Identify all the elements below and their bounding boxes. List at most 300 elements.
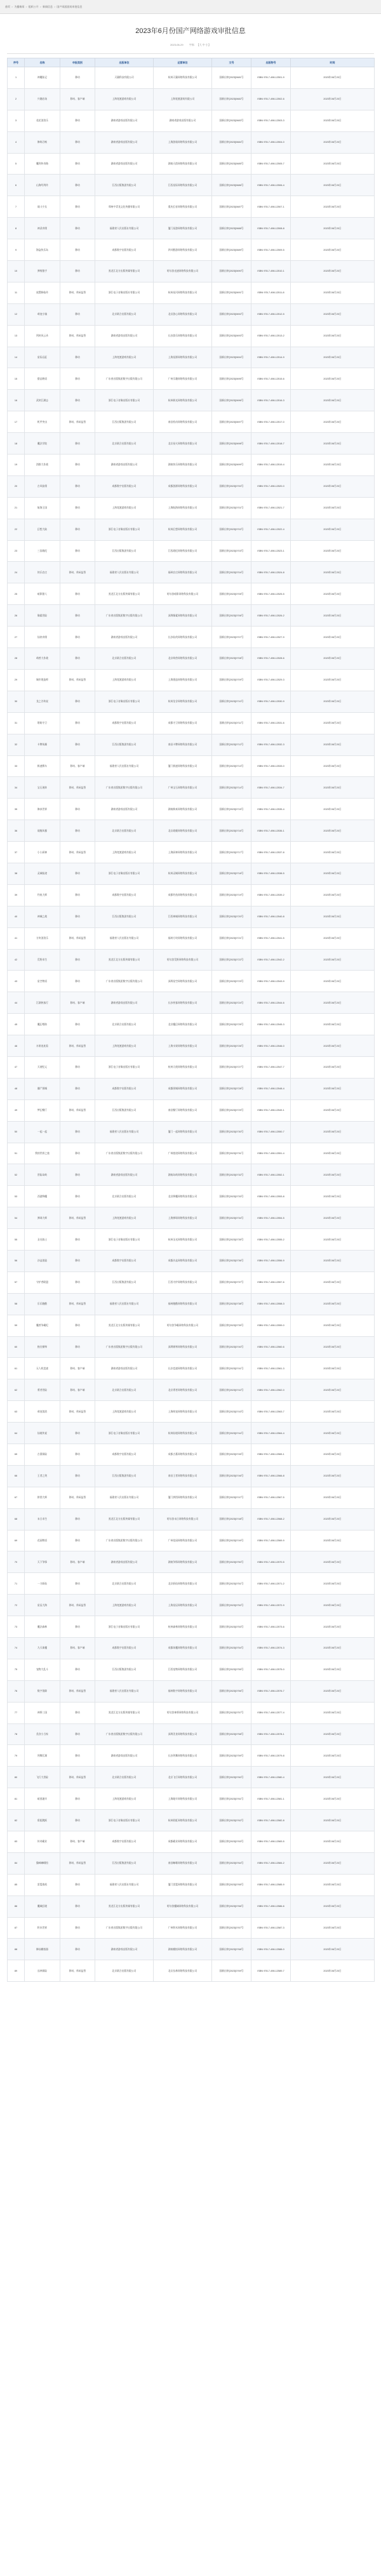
- table-cell: 指尖钢琴: [25, 1336, 60, 1358]
- table-row: [8, 433, 375, 455]
- table-cell: ISBN 978-7-498-12562-0: [251, 1379, 291, 1401]
- table-cell: 2023年06月20日: [291, 1358, 375, 1379]
- table-row: [8, 1465, 375, 1487]
- table-cell: 2023年06月20日: [291, 1315, 375, 1336]
- table-cell: 2023年06月20日: [291, 239, 375, 261]
- table-cell: 传奇霸业: [25, 1831, 60, 1853]
- table-cell: 广东省出版集团数字出版有限公司: [95, 971, 154, 992]
- breadcrumb-link[interactable]: 为播新闻: [14, 4, 25, 8]
- table-cell: 国新出审[2023]0748号: [212, 1508, 251, 1530]
- table-cell: 湖南岛屿网络科技有限公司: [154, 1164, 212, 1186]
- table-cell: 冒险岛屿: [25, 1164, 60, 1186]
- table-cell: 37: [8, 842, 25, 863]
- table-cell: 国新出审[2023]0689号: [212, 239, 251, 261]
- table-cell: ISBN 978-7-498-12522-4: [251, 519, 291, 540]
- table-cell: 84: [8, 1852, 25, 1874]
- table-row: [8, 1595, 375, 1616]
- table-cell: 广东省出版集团数字出版有限公司: [95, 368, 154, 390]
- table-cell: 68: [8, 1508, 25, 1530]
- table-cell: ISBN 978-7-498-12584-2: [251, 1852, 291, 1874]
- table-cell: 13: [8, 325, 25, 347]
- table-cell: 深圳美食网络科技有限公司: [154, 1723, 212, 1745]
- table-cell: 天使纪元: [25, 1056, 60, 1078]
- divider: [7, 53, 374, 54]
- table-cell: 机甲突击: [25, 411, 60, 433]
- table-cell: 16: [8, 390, 25, 411]
- table-row: [8, 1874, 375, 1895]
- table-cell: ISBN 978-7-498-12587-3: [251, 1917, 291, 1939]
- table-cell: 湖南省游戏出版有限公司: [95, 110, 154, 131]
- table-cell: 湖南省游戏出版有限公司: [95, 627, 154, 648]
- table-cell: 勇者冒险: [25, 1379, 60, 1401]
- table-cell: 57: [8, 1271, 25, 1293]
- breadcrumb-link[interactable]: 新闻信息: [43, 4, 53, 8]
- table-cell: 城市建造师: [25, 669, 60, 691]
- table-cell: ISBN 978-7-498-12511-8: [251, 282, 291, 303]
- table-row: [8, 1229, 375, 1251]
- table-cell: 海盗快乐岛: [25, 239, 60, 261]
- table-cell: 2023年06月20日: [291, 1444, 375, 1466]
- table-row: [8, 1767, 375, 1788]
- table-cell: 61: [8, 1358, 25, 1379]
- table-cell: ISBN 978-7-498-12554-5: [251, 1207, 291, 1229]
- table-cell: 移动: [60, 863, 95, 884]
- table-cell: 浙江电子音像出版社有限公司: [95, 1616, 154, 1638]
- table-cell: 上海水果网络科技有限公司: [154, 1035, 212, 1057]
- table-cell: 国新出审[2023]0746号: [212, 1465, 251, 1487]
- table-cell: 北京战舰网络科技有限公司: [154, 820, 212, 842]
- table-cell: ISBN 978-7-498-12533-0: [251, 755, 291, 777]
- table-cell: 移动、休闲益智: [60, 1767, 95, 1788]
- table-cell: 国新出审[2023]0721号: [212, 927, 251, 949]
- table-cell: 杭州天猫网络科技有限公司: [154, 67, 212, 89]
- table-row: [8, 1035, 375, 1057]
- table-cell: 湖南省游戏出版有限公司: [95, 131, 154, 153]
- table-cell: 上海宽渡游戏有限公司: [95, 347, 154, 368]
- table-cell: 北京联合出版有限公司: [95, 433, 154, 455]
- table-cell: 国新出审[2023]0710号: [212, 691, 251, 712]
- table-cell: 国新出审[2023]0702号: [212, 519, 251, 540]
- table-cell: 移动: [60, 884, 95, 906]
- table-cell: 2023年06月20日: [291, 1186, 375, 1207]
- table-cell: 62: [8, 1379, 25, 1401]
- table-cell: 24: [8, 562, 25, 583]
- table-cell: 福建省人民出版社有限公司: [95, 562, 154, 583]
- table-cell: 江湖侠客行: [25, 992, 60, 1014]
- table-cell: 上海宽渡游戏有限公司: [95, 88, 154, 110]
- table-cell: 移动: [60, 1508, 95, 1530]
- table-cell: 黑龙江北方出版传媒有限公司: [95, 949, 154, 971]
- table-cell: ISBN 978-7-498-12529-3: [251, 669, 291, 691]
- table-cell: 2023年06月20日: [291, 175, 375, 196]
- table-cell: 广东省出版集团数字出版有限公司: [95, 1917, 154, 1939]
- table-cell: 四川酷游网络科技有限公司: [154, 239, 212, 261]
- table-cell: 国新出审[2023]0695号: [212, 368, 251, 390]
- table-cell: 移动: [60, 820, 95, 842]
- table-cell: 成都数字出版有限公司: [95, 1078, 154, 1099]
- table-cell: 国新出审[2023]0761号: [212, 1788, 251, 1810]
- table-cell: 17: [8, 411, 25, 433]
- table-cell: 山海经列传: [25, 175, 60, 196]
- table-cell: 天下争锋: [25, 1551, 60, 1573]
- table-cell: 黑龙江北方出版传媒有限公司: [95, 1702, 154, 1723]
- table-cell: 2023年06月20日: [291, 949, 375, 971]
- table-cell: 30: [8, 691, 25, 712]
- table-cell: 国新出审[2023]0700号: [212, 475, 251, 497]
- table-cell: 国新出审[2023]0768号: [212, 1939, 251, 1960]
- table-cell: ISBN 978-7-498-12553-8: [251, 1186, 291, 1207]
- table-cell: 2023年06月20日: [291, 884, 375, 906]
- table-cell: 成都数字出版有限公司: [95, 1250, 154, 1271]
- table-cell: 黑龙江北方出版传媒有限公司: [95, 261, 154, 282]
- table-cell: 萌宠小镇: [25, 303, 60, 325]
- table-cell: 52: [8, 1164, 25, 1186]
- table-cell: 上海建造网络科技有限公司: [154, 669, 212, 691]
- table-row: [8, 669, 375, 691]
- table-cell: 南昌咖啡网络科技有限公司: [154, 1852, 212, 1874]
- table-cell: ISBN 978-7-498-12577-4: [251, 1702, 291, 1723]
- table-cell: 移动: [60, 110, 95, 131]
- table-cell: 长沙剑舞网络科技有限公司: [154, 1745, 212, 1767]
- table-cell: 国新出审[2023]0731号: [212, 1143, 251, 1164]
- table-cell: 北京联合出版有限公司: [95, 648, 154, 670]
- table-row: [8, 1379, 375, 1401]
- table-row: [8, 949, 375, 971]
- table-cell: 湖南省游戏出版有限公司: [95, 1551, 154, 1573]
- table-cell: 32: [8, 734, 25, 755]
- table-cell: 王者之剑: [25, 1465, 60, 1487]
- table-cell: 移动、休闲益智: [60, 1595, 95, 1616]
- table-cell: 美食小当家: [25, 1723, 60, 1745]
- table-cell: 国新出审[2023]0691号: [212, 282, 251, 303]
- table-cell: 移动、休闲益智: [60, 1293, 95, 1315]
- table-cell: 移动: [60, 175, 95, 196]
- table-row: [8, 1121, 375, 1143]
- table-cell: 修真世界: [25, 799, 60, 820]
- table-cell: 2023年06月20日: [291, 648, 375, 670]
- table-cell: 灵域仙途: [25, 863, 60, 884]
- table-row: [8, 1164, 375, 1186]
- table-cell: 成都诛魔网络科技有限公司: [154, 1638, 212, 1659]
- table-cell: 2023年06月20日: [291, 820, 375, 842]
- breadcrumb-link[interactable]: 组织公开: [28, 4, 39, 8]
- breadcrumb-separator: >: [11, 5, 13, 8]
- table-cell: 移动: [60, 734, 95, 755]
- table-cell: 积木世界: [25, 1917, 60, 1939]
- table-cell: 成都数字出版有限公司: [95, 1638, 154, 1659]
- table-cell: 国新出审[2023]0719号: [212, 884, 251, 906]
- table-cell: 长沙游乐网络科技有限公司: [154, 325, 212, 347]
- table-cell: 北京联合出版有限公司: [95, 1573, 154, 1595]
- table-cell: 2023年06月20日: [291, 1336, 375, 1358]
- table-cell: ISBN 978-7-498-12534-7: [251, 777, 291, 799]
- table-cell: 移动: [60, 1164, 95, 1186]
- table-cell: 2023年06月20日: [291, 196, 375, 218]
- table-cell: 35: [8, 799, 25, 820]
- table-cell: 国新出审[2023]0740号: [212, 1336, 251, 1358]
- table-cell: 移动: [60, 475, 95, 497]
- table-cell: 国新出审[2023]0705号: [212, 583, 251, 605]
- table-cell: 湖南省游戏出版有限公司: [154, 110, 212, 131]
- table-cell: 航海王国: [25, 497, 60, 519]
- table-cell: 水果连连看: [25, 1035, 60, 1057]
- table-cell: 2023年06月20日: [291, 455, 375, 476]
- table-cell: 兴趣农场: [25, 88, 60, 110]
- table-cell: 放置修仙传: [25, 282, 60, 303]
- table-cell: ISBN 978-7-498-12549-1: [251, 1099, 291, 1121]
- table-cell: 成都数字出版有限公司: [95, 475, 154, 497]
- table-cell: 国新出审[2023]0686号: [212, 175, 251, 196]
- table-cell: ISBN 978-7-498-12542-2: [251, 949, 291, 971]
- table-cell: 国新出审[2023]0727号: [212, 1056, 251, 1078]
- table-cell: 南昌机动网络科技有限公司: [154, 411, 212, 433]
- table-cell: 56: [8, 1250, 25, 1271]
- table-cell: 移动: [60, 1229, 95, 1251]
- table-row: [8, 1444, 375, 1466]
- table-cell: 2023年06月20日: [291, 1831, 375, 1853]
- table-cell: 2023年06月20日: [291, 1917, 375, 1939]
- font-size-switch[interactable]: 字体：【大 中 小】: [189, 43, 211, 46]
- table-cell: ISBN 978-7-498-12569-9: [251, 1530, 291, 1551]
- table-cell: 20: [8, 475, 25, 497]
- table-cell: 2023年06月20日: [291, 261, 375, 282]
- table-row: [8, 1723, 375, 1745]
- table-cell: 2023年06月20日: [291, 583, 375, 605]
- table-cell: 上海萌宠网络科技有限公司: [154, 1401, 212, 1423]
- table-cell: 移动: [60, 261, 95, 282]
- table-cell: ISBN 978-7-498-12563-7: [251, 1401, 291, 1423]
- table-cell: 移动: [60, 691, 95, 712]
- table-cell: 移动、休闲益智: [60, 842, 95, 863]
- column-header: 出版单位: [95, 58, 154, 67]
- table-cell: 星际远征: [25, 347, 60, 368]
- table-cell: 移动、休闲益智: [60, 1680, 95, 1702]
- table-cell: 北京联合出版有限公司: [95, 1014, 154, 1035]
- table-cell: ISBN 978-7-498-12503-3: [251, 110, 291, 131]
- table-row: [8, 390, 375, 411]
- table-cell: ISBN 978-7-498-12546-0: [251, 1035, 291, 1057]
- table-cell: ISBN 978-7-498-12537-8: [251, 842, 291, 863]
- table-row: [8, 1852, 375, 1874]
- column-header: 文号: [212, 58, 251, 67]
- table-row: [8, 648, 375, 670]
- table-cell: 哈尔滨暗影网络科技有限公司: [154, 583, 212, 605]
- table-row: [8, 777, 375, 799]
- table-cell: 江西战纪网络科技有限公司: [154, 540, 212, 562]
- table-cell: 北京联合出版有限公司: [95, 820, 154, 842]
- table-cell: 2023年06月20日: [291, 282, 375, 303]
- table-cell: 湖南争锋网络科技有限公司: [154, 1551, 212, 1573]
- table-cell: 移动、休闲益智: [60, 562, 95, 583]
- table-cell: 国新出审[2023]0693号: [212, 325, 251, 347]
- table-cell: 国新出审[2023]0730号: [212, 1121, 251, 1143]
- table-cell: 魔幻塔防: [25, 1014, 60, 1035]
- table-cell: 45: [8, 1014, 25, 1035]
- table-row: [8, 540, 375, 562]
- table-cell: 湖南修真网络科技有限公司: [154, 799, 212, 820]
- table-row: [8, 992, 375, 1014]
- table-cell: 深圳星空网络科技有限公司: [154, 971, 212, 992]
- table-cell: 移动: [60, 433, 95, 455]
- table-row: [8, 282, 375, 303]
- table-cell: ISBN 978-7-498-12545-3: [251, 1014, 291, 1035]
- table-cell: 2023年06月20日: [291, 1056, 375, 1078]
- table-cell: 83: [8, 1831, 25, 1853]
- table-row: [8, 1143, 375, 1164]
- table-cell: 18: [8, 433, 25, 455]
- table-cell: 上海航海网络科技有限公司: [154, 497, 212, 519]
- table-cell: 2023年06月20日: [291, 906, 375, 927]
- table-cell: 广东省出版集团数字出版有限公司: [95, 605, 154, 627]
- table-cell: 国新出审[2023]0690号: [212, 261, 251, 282]
- table-cell: 移动: [60, 971, 95, 992]
- table-cell: 浙江电子音像出版社有限公司: [95, 390, 154, 411]
- table-cell: 湖南快乐网络科技有限公司: [154, 455, 212, 476]
- table-cell: 移动: [60, 1530, 95, 1551]
- table-cell: 浙江电子音像出版社有限公司: [95, 1229, 154, 1251]
- table-row: [8, 325, 375, 347]
- table-cell: 哈尔滨争霸网络科技有限公司: [154, 1315, 212, 1336]
- table-cell: ISBN 978-7-498-12513-2: [251, 325, 291, 347]
- table-cell: ISBN 978-7-498-12519-4: [251, 455, 291, 476]
- table-row: [8, 196, 375, 218]
- table-cell: 国新出审[2023]0681号: [212, 67, 251, 89]
- breadcrumb-home-link[interactable]: 首页: [5, 4, 10, 8]
- table-cell: 国新出审[2023]0720号: [212, 906, 251, 927]
- table-cell: 26: [8, 605, 25, 627]
- table-cell: 54: [8, 1207, 25, 1229]
- table-cell: 广东省出版集团数字出版有限公司: [95, 1143, 154, 1164]
- table-cell: 2023年06月20日: [291, 1573, 375, 1595]
- table-cell: ISBN 978-7-498-12509-5: [251, 239, 291, 261]
- table-body: [8, 67, 375, 1982]
- table-cell: 弹球大师: [25, 1207, 60, 1229]
- table-cell: 彩虹跳跃: [25, 1810, 60, 1831]
- table-cell: 福建省人民出版社有限公司: [95, 927, 154, 949]
- table-cell: 2023年06月20日: [291, 1939, 375, 1960]
- table-cell: ISBN 978-7-498-12579-8: [251, 1745, 291, 1767]
- table-cell: 神域之战: [25, 906, 60, 927]
- table-cell: 国新出审[2023]0732号: [212, 1164, 251, 1186]
- page-title: 2023年6月份国产网络游戏审批信息: [135, 27, 246, 35]
- table-cell: 2023年06月20日: [291, 88, 375, 110]
- publish-date: 2023-06-29: [170, 43, 184, 46]
- table-row: [8, 1788, 375, 1810]
- table-cell: 杭州星河网络科技有限公司: [154, 282, 212, 303]
- table-cell: 72: [8, 1595, 25, 1616]
- table-cell: ISBN 978-7-498-12507-1: [251, 196, 291, 218]
- table-cell: 国新出审[2023]0723号: [212, 971, 251, 992]
- table-cell: 国新出审[2023]0683号: [212, 110, 251, 131]
- table-cell: 77: [8, 1702, 25, 1723]
- table-cell: ISBN 978-7-498-12505-7: [251, 153, 291, 175]
- table-cell: 2023年06月20日: [291, 1487, 375, 1508]
- table-cell: 移动: [60, 196, 95, 218]
- table-cell: 长沙仙侠网络科技有限公司: [154, 627, 212, 648]
- table-cell: 沙盒创造: [25, 1250, 60, 1271]
- table-cell: 33: [8, 755, 25, 777]
- table-cell: 无人机竞速: [25, 1358, 60, 1379]
- table-row: [8, 712, 375, 734]
- table-cell: 2023年06月20日: [291, 1852, 375, 1874]
- table-row: [8, 1680, 375, 1702]
- table-cell: 2023年06月20日: [291, 842, 375, 863]
- table-cell: 国新出审[2023]0749号: [212, 1530, 251, 1551]
- table-row: [8, 1099, 375, 1121]
- table-cell: 杭州幻想网络科技有限公司: [154, 519, 212, 540]
- table-cell: 剑舞江湖: [25, 1745, 60, 1767]
- table-cell: 移动: [60, 1250, 95, 1271]
- table-row: [8, 1336, 375, 1358]
- table-cell: 湖南天韵网络科技有限公司: [154, 153, 212, 175]
- table-cell: 成都数字出版有限公司: [95, 712, 154, 734]
- table-cell: ISBN 978-7-498-12571-2: [251, 1573, 291, 1595]
- table-cell: 国新出审[2023]0711号: [212, 712, 251, 734]
- table-cell: 弹射猎手: [25, 261, 60, 282]
- approval-table: [7, 58, 375, 1982]
- table-cell: 国新出审[2023]0715号: [212, 799, 251, 820]
- table-cell: 2023年06月20日: [291, 1229, 375, 1251]
- table-cell: 25: [8, 583, 25, 605]
- table-cell: 福州数字网络科技有限公司: [154, 1680, 212, 1702]
- table-cell: 2023年06月20日: [291, 1293, 375, 1315]
- table-cell: 战舰风暴: [25, 820, 60, 842]
- table-cell: 成都数字出版有限公司: [95, 884, 154, 906]
- table-cell: 上海星辰网络科技有限公司: [154, 1595, 212, 1616]
- table-cell: ISBN 978-7-498-12540-8: [251, 906, 291, 927]
- table-cell: 60: [8, 1336, 25, 1358]
- table-cell: 南昌卡牌网络科技有限公司: [154, 734, 212, 755]
- table-cell: 2023年06月20日: [291, 110, 375, 131]
- table-cell: 江西出版集团有限公司: [95, 1271, 154, 1293]
- column-header: 时间: [291, 58, 375, 67]
- table-row: [8, 303, 375, 325]
- table-cell: 76: [8, 1680, 25, 1702]
- table-cell: 移动: [60, 1078, 95, 1099]
- table-cell: 移动: [60, 303, 95, 325]
- table-cell: 上海宽渡游戏有限公司: [95, 497, 154, 519]
- table-cell: 钓鱼大师: [25, 884, 60, 906]
- table-cell: 北京联合出版有限公司: [95, 303, 154, 325]
- table-cell: 移动: [60, 347, 95, 368]
- table-cell: 2023年06月20日: [291, 1121, 375, 1143]
- table-cell: 广州宝石网络科技有限公司: [154, 777, 212, 799]
- table-cell: 移动、休闲益智: [60, 411, 95, 433]
- table-cell: 73: [8, 1616, 25, 1638]
- table-cell: 移动、休闲益智: [60, 1035, 95, 1057]
- table-cell: 移动: [60, 390, 95, 411]
- table-cell: 上海星源网络科技有限公司: [154, 347, 212, 368]
- table-cell: 浙江电子音像出版社有限公司: [95, 282, 154, 303]
- table-cell: 福建省人民出版社有限公司: [95, 1121, 154, 1143]
- table-cell: 湖南省游戏出版有限公司: [95, 1358, 154, 1379]
- table-cell: 移动: [60, 1444, 95, 1466]
- breadcrumb-link[interactable]: 国产网游游戏审批信息: [57, 4, 83, 8]
- table-cell: 移动、客户端: [60, 1831, 95, 1853]
- table-cell: ISBN 978-7-498-12564-4: [251, 1423, 291, 1444]
- table-cell: 移动、客户端: [60, 1379, 95, 1401]
- table-cell: 6: [8, 175, 25, 196]
- table-cell: ISBN 978-7-498-12535-4: [251, 799, 291, 820]
- table-cell: 三国战纪: [25, 540, 60, 562]
- table-cell: 江西出版集团有限公司: [95, 906, 154, 927]
- table-cell: 2023年06月20日: [291, 712, 375, 734]
- table-cell: 西游降魔: [25, 1186, 60, 1207]
- table-cell: 国新出审[2023]0760号: [212, 1767, 251, 1788]
- table-cell: 厦门雷霆网络科技有限公司: [154, 1874, 212, 1895]
- table-cell: 杭州仙境网络科技有限公司: [154, 1423, 212, 1444]
- table-cell: 移动: [60, 712, 95, 734]
